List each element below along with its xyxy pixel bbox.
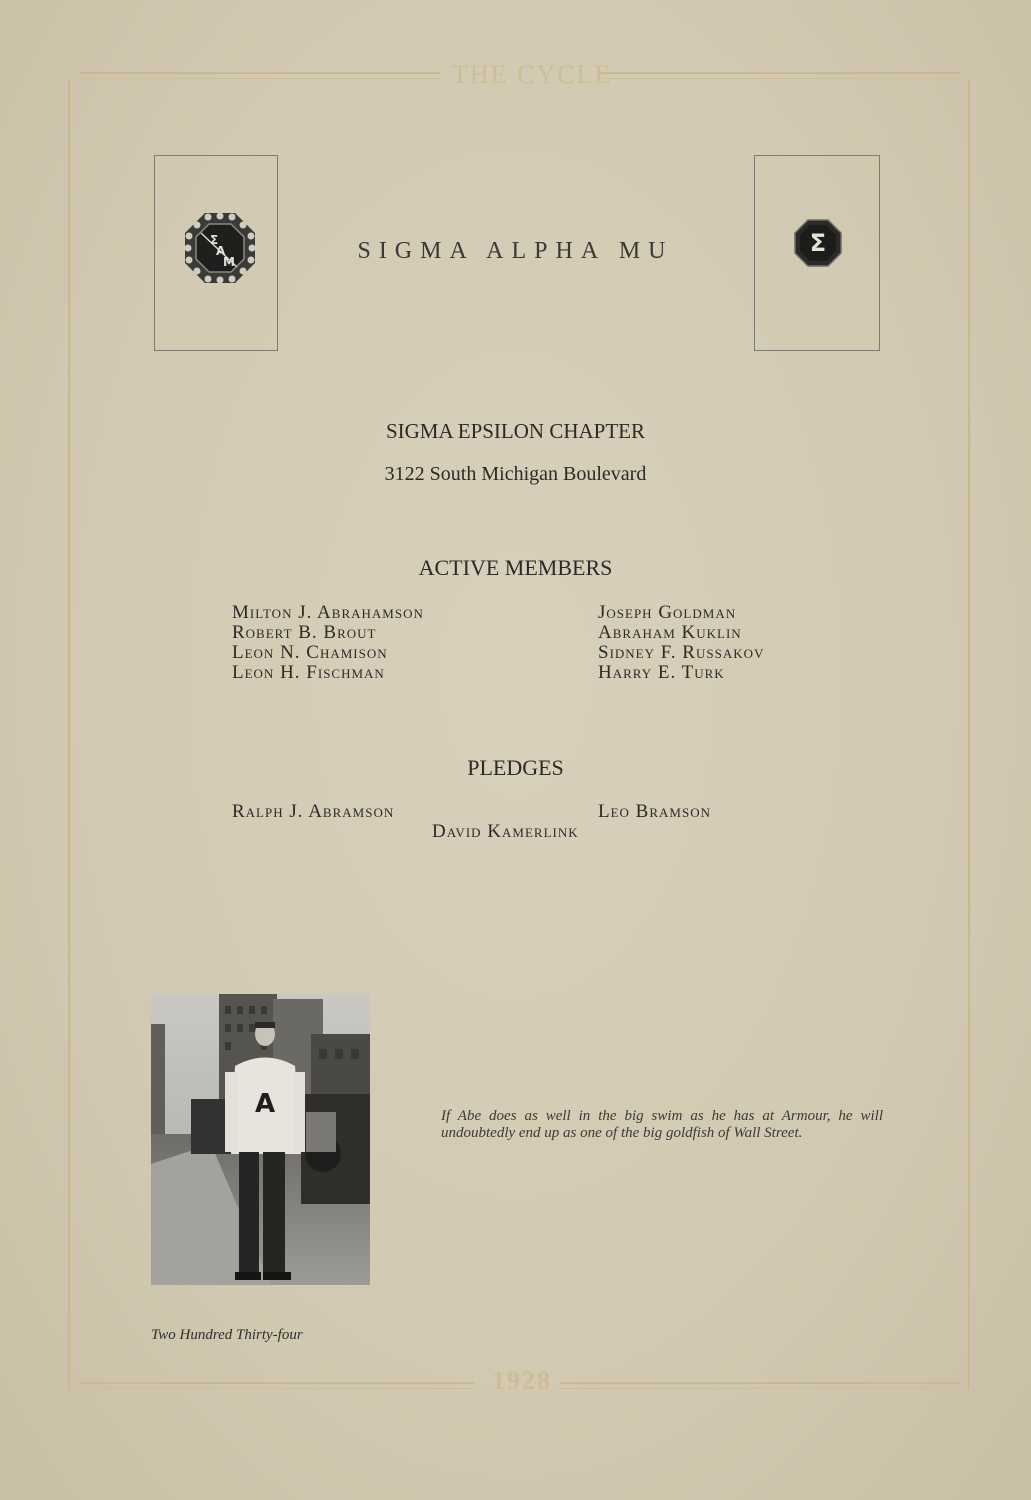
- running-foot: 1928: [492, 1366, 552, 1395]
- frame-left-border: [68, 80, 71, 1390]
- page-title: SIGMA ALPHA MU: [357, 238, 674, 264]
- running-head: THE CYCLE: [452, 60, 613, 89]
- member-photo: [151, 994, 370, 1285]
- active-members-heading: ACTIVE MEMBERS: [418, 555, 613, 580]
- frame-bottom-rule-left: [80, 1382, 475, 1389]
- pin-letter-sigma: Σ: [809, 229, 827, 257]
- crest-letter-alpha: Α: [216, 244, 226, 258]
- chapter-name: SIGMA EPSILON CHAPTER: [385, 419, 646, 443]
- member-name: Robert B. Brout: [232, 622, 377, 643]
- photo-caption: If Abe does as well in the big swim as he has at Armour, he will undoubtedly end up as one of the big goldfish of Wall Street.: [441, 1108, 883, 1141]
- pledges-heading: PLEDGES: [467, 755, 564, 780]
- frame-right-border: [968, 80, 971, 1390]
- street-photo-image: [151, 994, 370, 1285]
- member-name: Leon H. Fischman: [232, 662, 385, 683]
- sweater-letter: A: [254, 1089, 276, 1119]
- pledge-name: David Kamerlink: [432, 821, 579, 842]
- crest-letter-mu: Μ: [223, 255, 235, 269]
- active-members-right-column: [598, 603, 764, 683]
- crest-box-right: [754, 155, 880, 351]
- crest-letter-sigma: Σ: [210, 233, 219, 247]
- member-name: Milton J. Abrahamson: [232, 602, 424, 623]
- active-members-left-column: [232, 603, 424, 683]
- frame-top-rule-right: [600, 72, 960, 79]
- member-name: Abraham Kuklin: [598, 622, 742, 643]
- member-name: Harry E. Turk: [598, 662, 725, 683]
- page-number: Two Hundred Thirty-four: [151, 1327, 303, 1343]
- pledge-name: Ralph J. Abramson: [232, 801, 395, 822]
- member-name: Joseph Goldman: [598, 602, 737, 623]
- frame-bottom-rule-right: [560, 1382, 960, 1389]
- pledge-name: Leo Bramson: [598, 801, 711, 822]
- sigma-pin-icon: [793, 218, 843, 268]
- member-name: Leon N. Chamison: [232, 642, 388, 663]
- member-name: Sidney F. Russakov: [598, 642, 765, 663]
- frame-top-rule-left: [80, 72, 440, 79]
- chapter-address: 3122 South Michigan Boulevard: [384, 463, 647, 485]
